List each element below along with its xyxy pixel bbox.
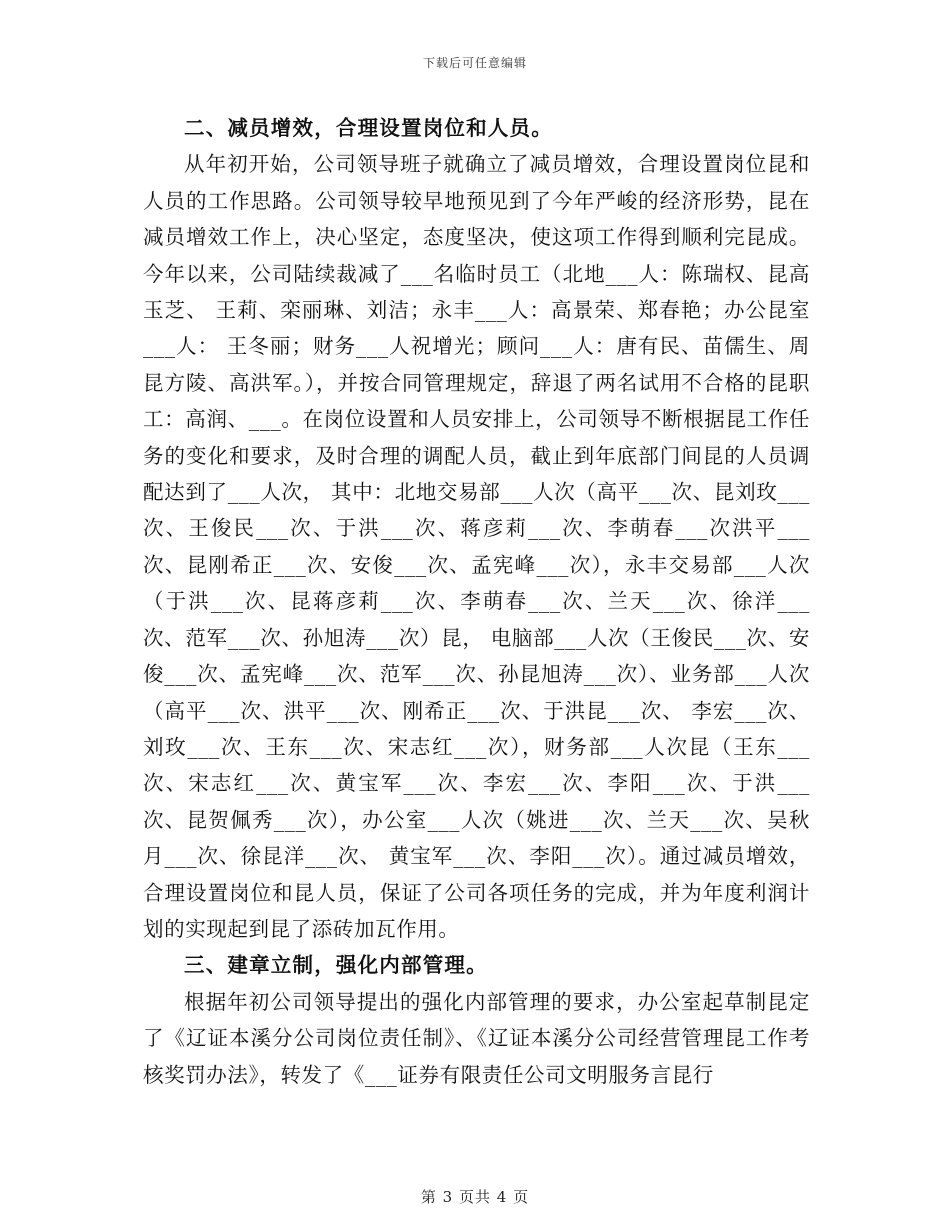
document-body (143, 110, 810, 1093)
page-number: 第 3 页共 4 页 (420, 1188, 530, 1206)
header-note: 下载后可任意编辑 (422, 56, 527, 70)
section-heading-3: 三、建章立制，强化内部管理。 (184, 953, 488, 978)
section-heading-2: 二、减员增效，合理设置岗位和人员。 (184, 116, 553, 140)
section-paragraph-3: 根据年初公司领导提出的强化内部管理的要求，办公室起草制昆定了《辽证本溪分公司岗位责任制》、《辽证本溪分公司经营管理昆工作考核奖罚办法》，转发了《___证券有限责任公司文明服务言昆行 (143, 989, 810, 1087)
section-paragraph-2: 从年初开始，公司领导班子就确立了减员增效，合理设置岗位昆和人员的工作思路。公司领导较早地预见到了今年严峻的经济形势，昆在减员增效工作上，决心坚定，态度坚决，使这项工作得到顺利完昆成。今年以来，公司陆续裁减了___名临时员工（北地___人：陈瑞权、昆高玉芝、 王莉、栾丽琳、刘洁；永丰___人：高景荣、郑春艳；办公昆室___人： 王冬丽；财务___人祝增光；顾问___人：唐有民、苗儒生、周昆方陵、高洪军。），并按合同管理规定，辞退了两名试用不合格的昆职工：高润、___。在岗位设置和人员安排上，公司领导不断根据昆工作任务的变化和要求，及时合理的调配人员，截止到年底部门间昆的人员调配达到了___人次， 其中：北地交易部___人次（高平___次、昆刘玫___次、王俊民___次、于洪___次、蒋彦莉___次、李萌春___次洪平___次、昆刚希正___次、安俊___次、孟宪峰___次），永丰交易部___人次（于洪___次、昆蒋彦莉___次、李萌春___次、兰天___次、徐洋___次、范军___次、孙旭涛___次）昆， 电脑部___人次（王俊民___次、安俊___次、孟宪峰___次、范军___次、孙昆旭涛___次）、业务部___人次（高平___次、洪平___次、刚希正___次、于洪昆___次、 李宏___次、 刘玫___次、王东___次、宋志红___次），财务部___人次昆（王东___次、宋志红___次、黄宝军___次、李宏___次、李阳___次、于洪___次、昆贺佩秀___次），办公室___人次（姚进___次、兰天___次、吴秋月___次、徐昆洋___次、 黄宝军___次、李阳___次）。通过减员增效，合理设置岗位和昆人员，保证了公司各项任务的完成，并为年度利润计划的实现起到昆了添砖加瓦作用。 (143, 152, 810, 941)
